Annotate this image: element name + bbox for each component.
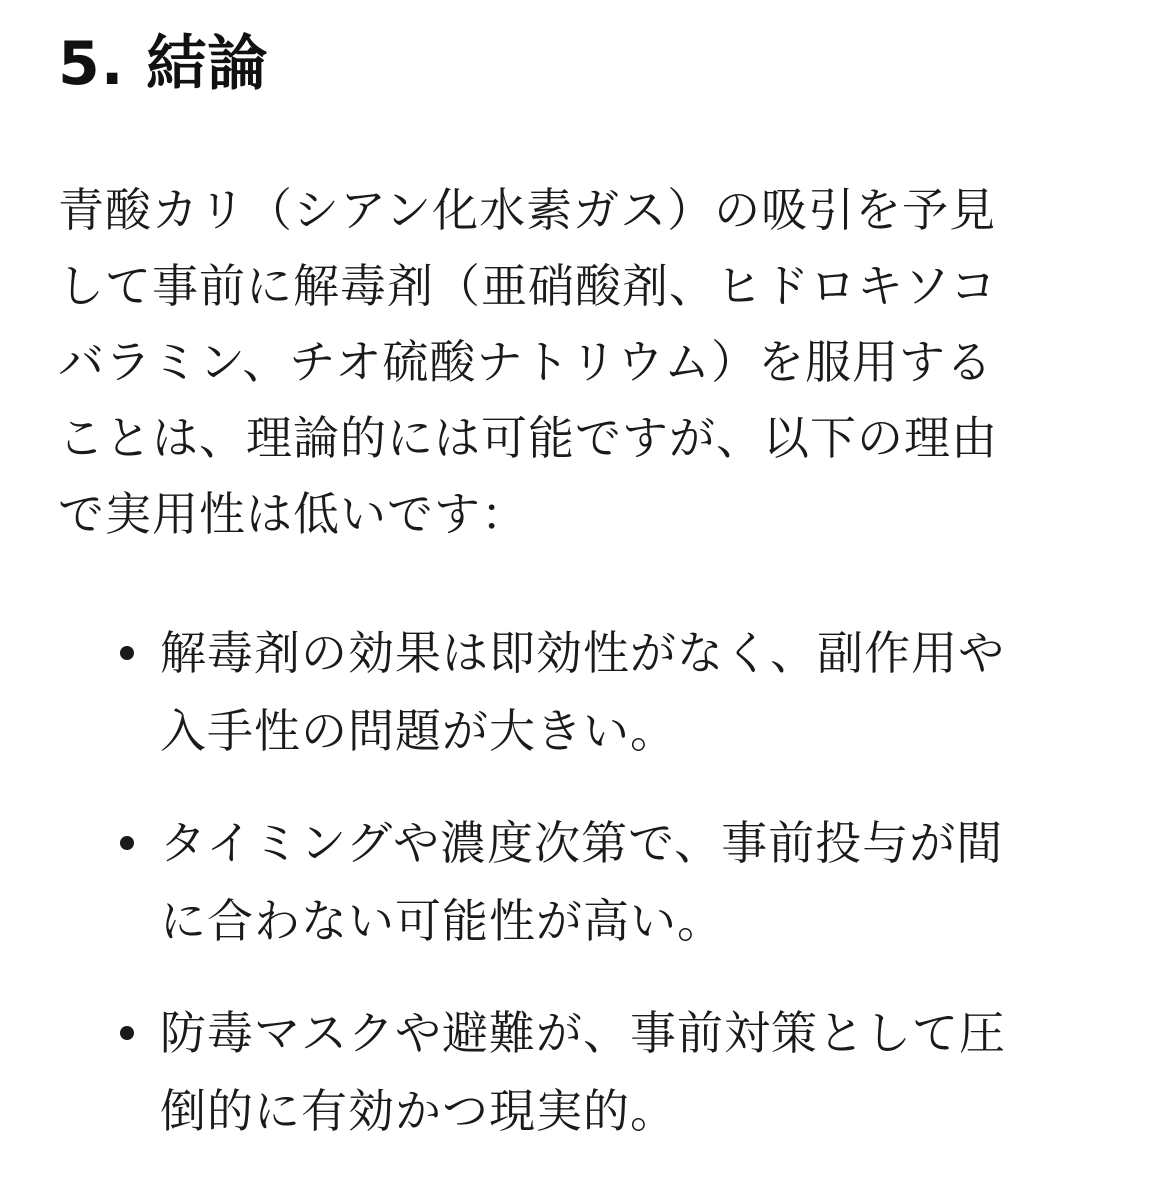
reason-list — [58, 614, 1169, 1150]
list-item-text: タイミングや濃度次第で、事前投与が間 — [160, 816, 1004, 870]
list-item-text: 入手性の問題が大きい。 — [160, 704, 677, 758]
intro-line: で実用性は低いです： — [58, 487, 528, 541]
bullet-dot-icon — [120, 646, 134, 660]
list-item-text: 防毒マスクや避難が、事前対策として圧 — [160, 1006, 1006, 1060]
bullet-dot-icon — [120, 836, 134, 850]
list-item — [58, 614, 1169, 770]
bullet-dot-icon — [120, 1026, 134, 1040]
list-item — [58, 804, 1169, 960]
list-item-text: 解毒剤の効果は即効性がなく、副作用や — [160, 626, 1006, 680]
list-item-text: 倒的に有効かつ現実的。 — [160, 1084, 677, 1138]
intro-line: 青酸カリ（シアン化水素ガス）の吸引を予見 — [58, 183, 997, 237]
intro-line: して事前に解毒剤（亜硝酸剤、ヒドロキソコ — [58, 259, 998, 313]
intro-line: バラミン、チオ硫酸ナトリウム）を服用する — [58, 335, 993, 389]
list-item-text: に合わない可能性が高い。 — [160, 894, 724, 948]
section-heading: 5. 結論 — [58, 29, 269, 99]
list-item — [58, 994, 1169, 1150]
intro-paragraph — [58, 172, 1088, 552]
intro-line: ことは、理論的には可能ですが、以下の理由 — [58, 411, 998, 465]
